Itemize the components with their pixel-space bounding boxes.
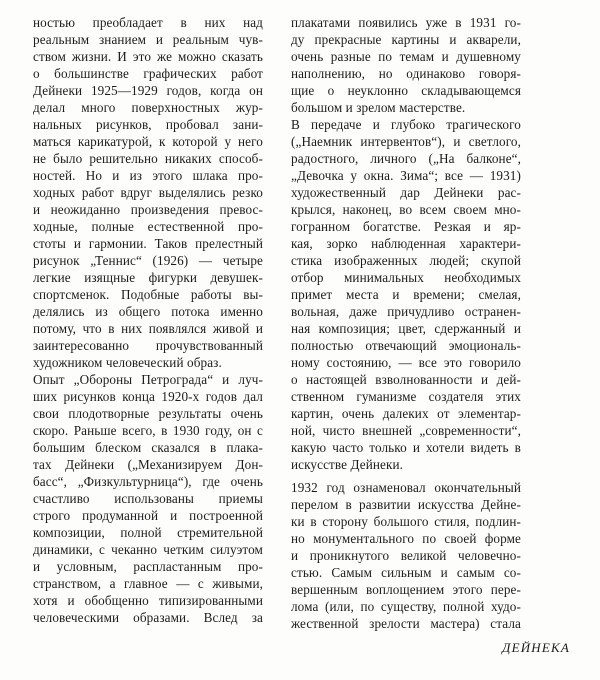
- text-line: ственном гуманизме создателя этих: [291, 389, 521, 404]
- text-line: делал много поверхностных жур-: [33, 100, 263, 115]
- text-line: полностью отвечающий эмоциональ-: [291, 338, 521, 353]
- text-line: ших рисунков конца 1920-х годов дал: [33, 389, 263, 404]
- text-line: Опыт „Обороны Петрограда“ и луч-: [33, 372, 263, 387]
- text-line: не было решительно никаких способ-: [33, 151, 263, 166]
- text-line: потому, что в них появлялся живой и: [33, 321, 263, 336]
- text-line: счастливо использованы приемы: [33, 491, 263, 506]
- text-line: спортсменок. Подобные работы вы-: [33, 287, 263, 302]
- text-line: о настоящей взволнованности и дей-: [291, 372, 521, 387]
- text-line: картин, очень далеких от элементар-: [291, 406, 521, 421]
- text-line: тах Дейнеки („Механизируем Дон-: [33, 457, 263, 472]
- text-line: и неожиданно произведения превос-: [33, 202, 263, 217]
- text-line: ностей. Но и из этого шлака про-: [33, 168, 263, 183]
- text-line: но монументального по своей форме: [291, 531, 521, 546]
- text-line: рисунок „Теннис“ (1926) — четыре: [33, 253, 263, 268]
- text-line: крылся, наконец, во всем своем мно-: [291, 202, 521, 217]
- text-line: Дейнеки 1925—1929 годов, когда он: [33, 83, 263, 98]
- text-line: отбор минимальных необходимых: [291, 270, 521, 285]
- text-line: и проникнутого великой человечно-: [291, 548, 521, 563]
- text-line: нальных рисунков, пробовал зани-: [33, 117, 263, 132]
- text-line: какую часто только и хотели видеть в: [291, 440, 521, 455]
- text-line: плакатами появились уже в 1931 го-: [291, 15, 521, 30]
- text-line: большим блеском сказался в плака-: [33, 440, 263, 455]
- text-line: стика изображенных людей; скупой: [291, 253, 521, 268]
- text-line: примет места и времени; смелая,: [291, 287, 521, 302]
- text-line: маться карикатурой, к которой у него: [33, 134, 263, 149]
- text-line: ством жизни. И это же можно сказать: [33, 49, 263, 64]
- text-line: перелом в развитии искусства Дейне-: [291, 497, 521, 512]
- text-line: 1932 год ознаменовал окончательный: [291, 480, 521, 495]
- text-line: стью. Самым сильным и самым со-: [291, 565, 521, 580]
- text-line: реальным знанием и реальным чув-: [33, 32, 263, 47]
- text-column-left: [33, 14, 263, 632]
- text-line: скоро. Раньше всего, в 1930 году, он с: [33, 423, 263, 438]
- text-line: В передаче и глубоко трагического: [291, 117, 521, 132]
- text-line: ду прекрасные картины и акварели,: [291, 32, 521, 47]
- running-title: ДЕЙНЕКА: [502, 640, 570, 655]
- text-line: жественной зрелости мастера) стала: [291, 616, 521, 631]
- running-footer: [502, 640, 570, 656]
- text-line: радостного, личного („На балконе“,: [291, 151, 521, 166]
- text-line: ному состоянию, — все это говорило: [291, 355, 521, 370]
- text-line: свои плодотворные результаты очень: [33, 406, 263, 421]
- text-columns: [33, 14, 521, 632]
- text-line: большом и зрелом мастерстве.: [291, 100, 466, 115]
- text-line: строго продуманной и построенной: [33, 508, 263, 523]
- text-line: художником человеческий образ.: [33, 355, 222, 370]
- text-line: вольная, даже причудливо остранен-: [291, 304, 521, 319]
- text-line: ностью преобладает в них над: [33, 15, 263, 30]
- text-line: о большинстве графических работ: [33, 66, 263, 81]
- text-line: ная композиция; цвет, сдержанный и: [291, 321, 521, 336]
- text-line: заинтересованно прочувствованный: [33, 338, 263, 353]
- text-line: художественный дар Дейнеки рас-: [291, 185, 521, 200]
- text-line: человеческими образами. Вслед за: [33, 610, 263, 625]
- text-line: ходные, полные естественной про-: [33, 219, 263, 234]
- text-line: композиции, полной стремительной: [33, 525, 263, 540]
- text-line: кая, зорко наблюденная характери-: [291, 236, 521, 251]
- text-column-right: [291, 14, 521, 632]
- text-line: хотя и обобщенно типизированными: [33, 593, 263, 608]
- text-line: вершенным воплощением этого пере-: [291, 582, 521, 597]
- text-line: наполнению, но одинаково говоря-: [291, 66, 521, 81]
- text-line: странством, а главное — с живыми,: [33, 576, 263, 591]
- text-line: делялись из общего потока именно: [33, 304, 263, 319]
- text-line: стоты и гармонии. Таков прелестный: [33, 236, 263, 251]
- text-line: щие о неуклонно складывающемся: [291, 83, 521, 98]
- text-line: динамики, с чеканно четким силуэтом: [33, 542, 263, 557]
- text-line: очень разные по темам и душевному: [291, 49, 521, 64]
- text-line: ки в сторону большого стиля, подлин-: [291, 514, 521, 529]
- text-line: лома (или, по существу, полной худо-: [291, 599, 521, 614]
- text-line: („Наемник интервентов“), и светлого,: [291, 134, 521, 149]
- text-line: легкие изящные фигурки девушек-: [33, 270, 263, 285]
- text-line: искусстве Дейнеки.: [291, 457, 404, 472]
- text-line: ходных работ вдруг выделялись резко: [33, 185, 263, 200]
- text-line: и условным, распластанным про-: [33, 559, 263, 574]
- text-line: ной, чисто внешней „современности“,: [291, 423, 521, 438]
- text-line: гогранном богатстве. Резкая и яр-: [291, 219, 521, 234]
- text-line: басс“, „Физкультурница“), где очень: [33, 474, 263, 489]
- text-line: „Девочка у окна. Зима“; все — 1931): [291, 168, 521, 183]
